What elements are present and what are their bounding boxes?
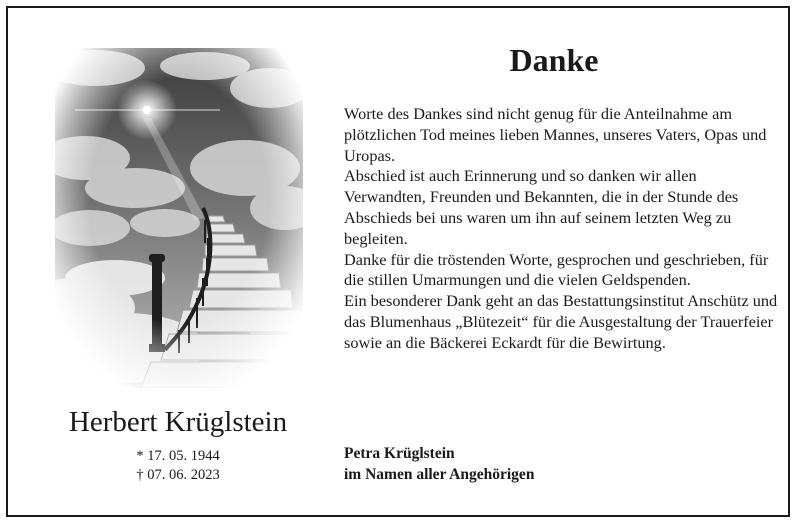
paragraph: Ein besonderer Dank geht an das Bestattungsinstitut Anschütz und das Blumenhaus „Blütezeit“ für die Ausgestaltung der Trauerfeier sowie an die Bäckerei Eckardt für die Bewirtung. [344, 291, 778, 352]
birth-date: * 17. 05. 1944 [136, 448, 220, 464]
signer-line: im Namen aller Angehörigen [344, 466, 535, 483]
paragraph: Danke für die tröstenden Worte, gesprochen und geschrieben, für die stillen Umarmungen und die vielen Geldspenden. [344, 249, 769, 290]
thank-you-text [344, 104, 780, 354]
deceased-name: Herbert Krüglstein [68, 406, 288, 438]
signer-name: Petra Krüglstein [344, 445, 455, 462]
paragraph: Worte des Dankes sind nicht genug für die Anteilnahme am plötzlichen Tod meines lieben Mannes, unseres Vaters, Opas und Uropas. [344, 104, 767, 165]
death-date: † 07. 06. 2023 [136, 467, 220, 483]
stairway-clouds-image [55, 48, 303, 388]
life-dates [28, 447, 328, 485]
notice-heading: Danke [509, 42, 599, 78]
signature-block [344, 443, 764, 485]
paragraph: Abschied ist auch Erinnerung und so danken wir allen Verwandten, Freunden und Bekannten, die in der Stunde des Abschieds bei uns waren um ihn auf seinem letzten Weg zu begleiten. [344, 166, 739, 248]
